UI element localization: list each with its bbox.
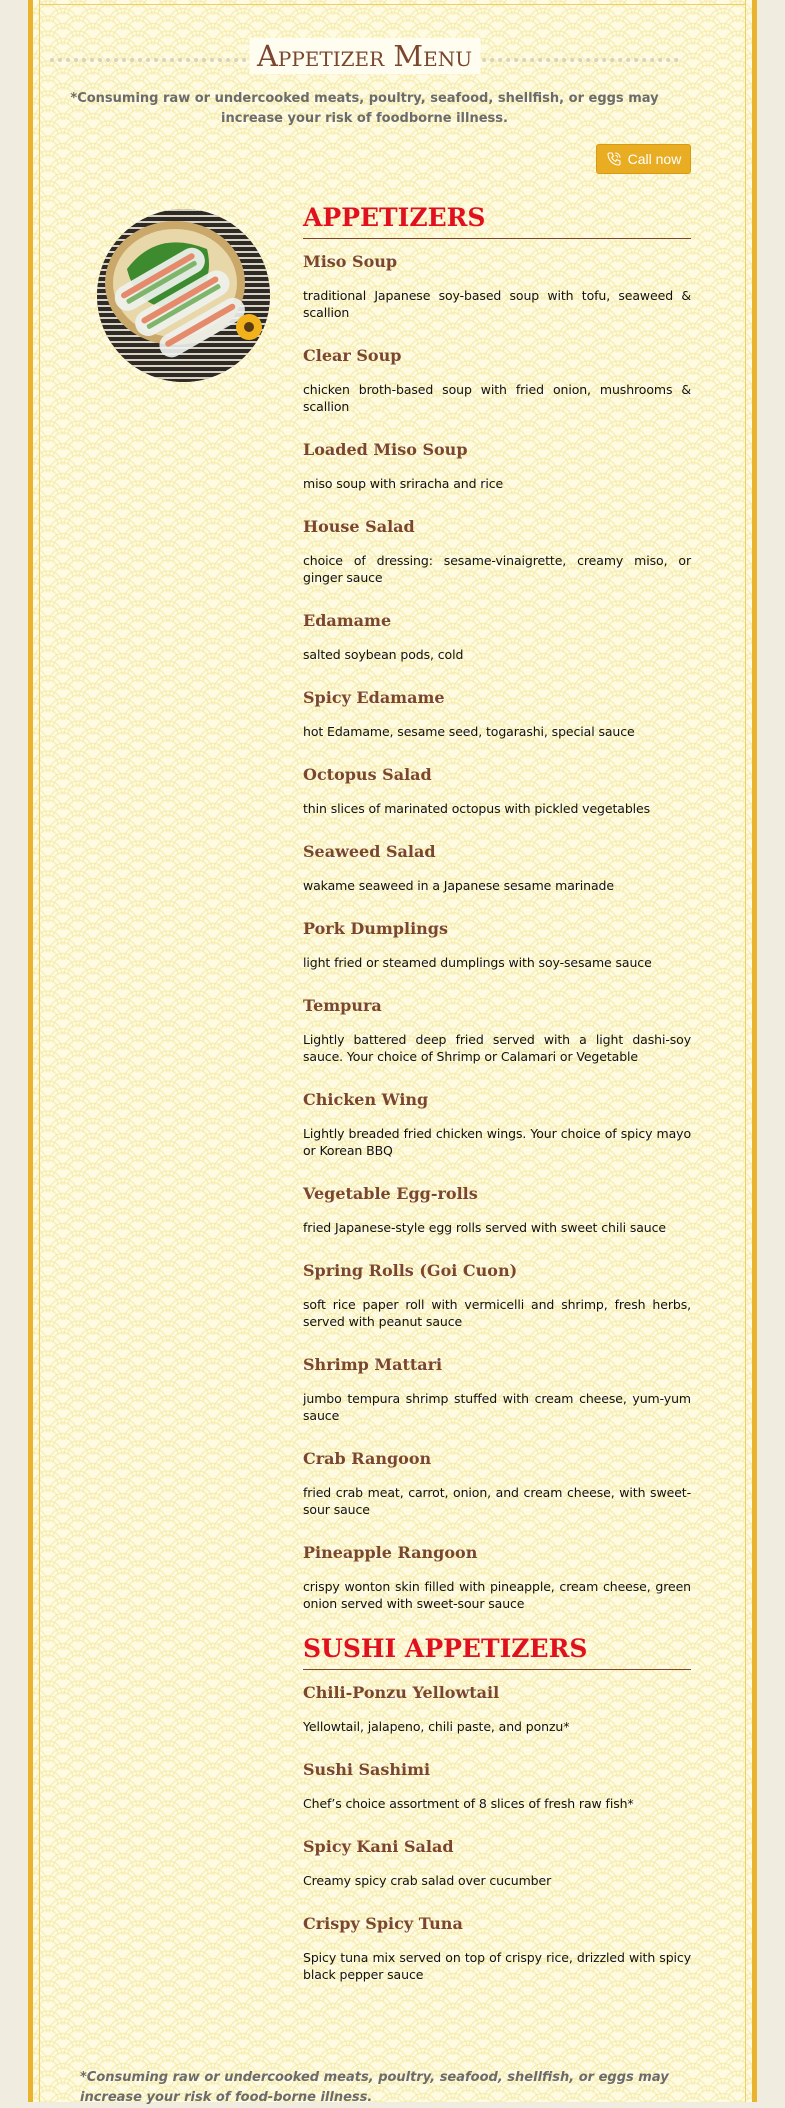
menu-item — [303, 1824, 691, 1901]
menu-item-description: crispy wonton skin filled with pineapple, cream cheese, green onion served with sweet-sour sauce — [303, 1579, 691, 1611]
menu-item — [303, 906, 691, 983]
menu-item-name: Chili-Ponzu Yellowtail — [303, 1683, 500, 1702]
menu-item-description: miso soup with sriracha and rice — [303, 476, 504, 491]
spring-rolls-image — [97, 209, 270, 382]
menu-item-name: Spring Rolls (Goi Cuon) — [303, 1261, 518, 1280]
spring-rolls-photo — [97, 209, 270, 382]
menu-item-description: chicken broth-based soup with fried onion, mushrooms & scallion — [303, 382, 691, 414]
menu-item — [303, 333, 691, 427]
page-title: Appetizer Menu — [249, 38, 480, 74]
menu-item-description: Chef’s choice assortment of 8 slices of fresh raw fish* — [303, 1796, 634, 1811]
menu-item-description: hot Edamame, sesame seed, togarashi, special sauce — [303, 724, 635, 739]
menu-item — [303, 1077, 691, 1171]
menu-item — [303, 504, 691, 598]
menu-item — [303, 1171, 691, 1248]
menu-item — [303, 829, 691, 906]
menu-content — [303, 202, 691, 1996]
menu-item-name: Tempura — [303, 996, 382, 1015]
menu-item-description: choice of dressing: sesame-vinaigrette, creamy miso, or ginger sauce — [303, 553, 691, 585]
menu-item-name: Miso Soup — [303, 252, 398, 271]
menu-item — [303, 1747, 691, 1824]
menu-item — [303, 983, 691, 1077]
menu-item-description: Spicy tuna mix served on top of crispy rice, drizzled with spicy black pepper sauce — [303, 1950, 691, 1982]
menu-item — [303, 675, 691, 752]
menu-item — [303, 1248, 691, 1342]
menu-item-name: Vegetable Egg-rolls — [303, 1184, 478, 1203]
menu-item-name: Seaweed Salad — [303, 842, 436, 861]
menu-item — [303, 1342, 691, 1436]
menu-item-description: soft rice paper roll with vermicelli and shrimp, fresh herbs, served with peanut sauce — [303, 1297, 691, 1329]
menu-item — [303, 427, 691, 504]
menu-item-description: wakame seaweed in a Japanese sesame marinade — [303, 878, 614, 893]
menu-item-description: Creamy spicy crab salad over cucumber — [303, 1873, 552, 1888]
menu-item — [303, 1901, 691, 1996]
menu-item-description: Lightly breaded fried chicken wings. Your choice of spicy mayo or Korean BBQ — [303, 1126, 691, 1158]
menu-item-name: Edamame — [303, 611, 392, 630]
menu-item-name: Octopus Salad — [303, 765, 432, 784]
menu-item-name: Sushi Sashimi — [303, 1760, 431, 1779]
menu-item-name: House Salad — [303, 517, 415, 536]
menu-item-name: Shrimp Mattari — [303, 1355, 443, 1374]
call-now-button[interactable] — [596, 144, 691, 174]
menu-item-description: salted soybean pods, cold — [303, 647, 464, 662]
menu-item — [303, 598, 691, 675]
top-divider — [39, 4, 746, 5]
menu-item — [303, 239, 691, 333]
menu-item-description: jumbo tempura shrimp stuffed with cream cheese, yum-yum sauce — [303, 1391, 691, 1423]
raw-food-warning: *Consuming raw or undercooked meats, poultry, seafood, shellfish, or eggs may increase your risk of foodborne illness. — [70, 91, 659, 126]
menu-item-description: traditional Japanese soy-based soup with tofu, seaweed & scallion — [303, 288, 691, 320]
menu-item — [303, 1670, 691, 1747]
menu-item-description: Yellowtail, jalapeno, chili paste, and ponzu* — [303, 1719, 570, 1734]
menu-item — [303, 1530, 691, 1625]
title-row — [50, 38, 679, 74]
menu-item-name: Clear Soup — [303, 346, 402, 365]
menu-item-name: Spicy Edamame — [303, 688, 445, 707]
section-title: APPETIZERS — [303, 202, 691, 239]
menu-item-description: light fried or steamed dumplings with soy-sesame sauce — [303, 955, 652, 970]
menu-item-name: Pork Dumplings — [303, 919, 448, 938]
menu-item-description: thin slices of marinated octopus with pickled vegetables — [303, 801, 651, 816]
menu-item-name: Pineapple Rangoon — [303, 1543, 478, 1562]
menu-item-description: Lightly battered deep fried served with a light dashi-soy sauce. Your choice of Shrimp or Calamari or Vegetable — [303, 1032, 691, 1064]
menu-item-description: fried Japanese-style egg rolls served with sweet chili sauce — [303, 1220, 666, 1235]
menu-item-name: Crispy Spicy Tuna — [303, 1914, 463, 1933]
menu-item — [303, 752, 691, 829]
menu-item-name: Loaded Miso Soup — [303, 440, 468, 459]
menu-item-name: Chicken Wing — [303, 1090, 429, 1109]
menu-item-description: fried crab meat, carrot, onion, and cream cheese, with sweet-sour sauce — [303, 1485, 691, 1517]
menu-item-name: Spicy Kani Salad — [303, 1837, 454, 1856]
phone-icon — [606, 151, 622, 167]
menu-item-name: Crab Rangoon — [303, 1449, 432, 1468]
section-title: SUSHI APPETIZERS — [303, 1633, 691, 1670]
menu-item — [303, 1436, 691, 1530]
call-now-label: Call now — [627, 151, 682, 167]
footer-raw-food-warning: *Consuming raw or undercooked meats, poultry, seafood, shellfish, or eggs may increase your risk of food-borne illness. — [80, 2070, 669, 2105]
